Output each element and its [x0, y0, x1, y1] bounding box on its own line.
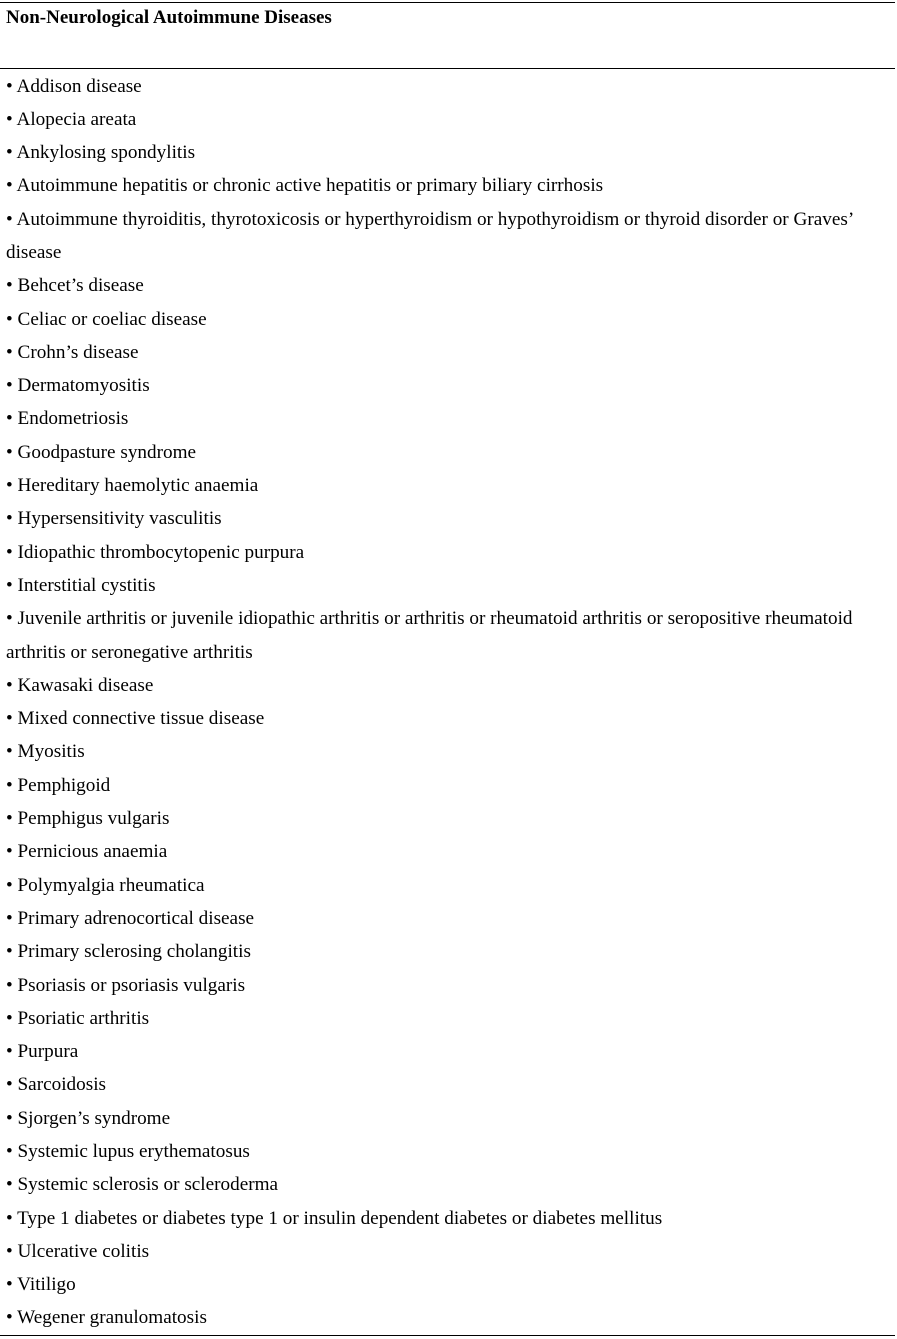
list-item [6, 735, 891, 768]
bullet-mark: • [6, 175, 13, 197]
list-item-text: Alopecia areata [16, 108, 137, 130]
bullet-mark: • [6, 441, 13, 463]
list-item-text: Type 1 diabetes or diabetes type 1 or insulin dependent diabetes or diabetes mellitus [17, 1207, 663, 1229]
list-item [6, 402, 891, 435]
list-item-text: Purpura [17, 1041, 79, 1063]
list-item-text: Sarcoidosis [17, 1074, 106, 1096]
list-item-text: Endometriosis [17, 408, 129, 430]
list-item-text: Celiac or coeliac disease [17, 308, 207, 330]
bullet-mark: • [6, 608, 13, 630]
list-item [6, 835, 891, 868]
list-item [6, 303, 891, 336]
list-item-text: Behcet’s disease [17, 275, 144, 297]
list-item [6, 969, 891, 1002]
list-item [6, 902, 891, 935]
list-item-text: Autoimmune thyroiditis, thyrotoxicosis or hyperthyroidism or hypothyroidism or thyroid disorder or Graves’ disease [6, 208, 853, 263]
list-item [6, 336, 891, 369]
list-item [6, 203, 891, 270]
bullet-mark: • [6, 941, 13, 963]
list-item-text: Psoriatic arthritis [17, 1007, 150, 1029]
list-item [6, 1168, 891, 1201]
bullet-mark: • [6, 1007, 13, 1029]
list-item-text: Juvenile arthritis or juvenile idiopathic arthritis or arthritis or rheumatoid arthritis or seropositive rheumatoid arthritis or seronegative arthritis [6, 608, 853, 663]
list-item-text: Pernicious anaemia [17, 841, 168, 863]
list-item [6, 769, 891, 802]
list-item [6, 1002, 891, 1035]
bullet-mark: • [6, 508, 13, 530]
list-item-text: Dermatomyositis [17, 375, 150, 397]
bullet-mark: • [6, 574, 13, 596]
bullet-mark: • [6, 1207, 13, 1229]
list-item-text: Autoimmune hepatitis or chronic active hepatitis or primary biliary cirrhosis [16, 175, 604, 197]
bullet-mark: • [6, 774, 13, 796]
bullet-mark: • [6, 1074, 13, 1096]
list-item-text: Psoriasis or psoriasis vulgaris [17, 974, 246, 996]
list-item [6, 136, 891, 169]
list-item-text: Ulcerative colitis [17, 1240, 150, 1262]
bullet-mark: • [6, 142, 13, 164]
bullet-mark: • [6, 541, 13, 563]
list-item [6, 369, 891, 402]
disease-list [6, 70, 891, 1335]
bullet-mark: • [6, 208, 13, 230]
list-item [6, 469, 891, 502]
bullet-mark: • [6, 874, 13, 896]
list-item-text: Goodpasture syndrome [17, 441, 197, 463]
bullet-mark: • [6, 275, 13, 297]
list-item-text: Ankylosing spondylitis [16, 142, 196, 164]
list-item [6, 935, 891, 968]
bullet-mark: • [6, 75, 13, 97]
list-item-text: Mixed connective tissue disease [17, 708, 265, 730]
bullet-mark: • [6, 974, 13, 996]
bullet-mark: • [6, 741, 13, 763]
list-item [6, 1035, 891, 1068]
top-rule [0, 2, 895, 3]
list-item [6, 1202, 891, 1235]
list-item-text: Primary sclerosing cholangitis [17, 941, 251, 963]
bullet-mark: • [6, 1307, 13, 1329]
list-item-text: Polymyalgia rheumatica [17, 874, 205, 896]
list-item-text: Systemic sclerosis or scleroderma [17, 1174, 279, 1196]
list-item-text: Interstitial cystitis [17, 574, 156, 596]
list-item [6, 1068, 891, 1101]
bullet-mark: • [6, 1041, 13, 1063]
table-header: Non-Neurological Autoimmune Diseases [6, 7, 332, 28]
list-item [6, 70, 891, 103]
list-item [6, 103, 891, 136]
bullet-mark: • [6, 907, 13, 929]
list-item-text: Crohn’s disease [17, 341, 139, 363]
list-item [6, 1235, 891, 1268]
list-item [6, 436, 891, 469]
bullet-mark: • [6, 1141, 13, 1162]
bullet-mark: • [6, 1240, 13, 1262]
list-item [6, 536, 891, 569]
list-item [6, 502, 891, 535]
list-item-text: Vitiligo [17, 1274, 76, 1296]
list-item [6, 669, 891, 702]
list-item-text: Pemphigoid [17, 774, 111, 796]
bullet-mark: • [6, 408, 13, 430]
list-item-text: Idiopathic thrombocytopenic purpura [17, 541, 305, 563]
list-item-text: Myositis [17, 741, 85, 763]
list-item [6, 802, 891, 835]
list-item-text: Addison disease [16, 75, 142, 97]
list-item [6, 169, 891, 202]
bottom-rule [0, 1335, 895, 1336]
list-item [6, 869, 891, 902]
bullet-mark: • [6, 674, 13, 696]
list-item-text: Kawasaki disease [17, 674, 154, 696]
list-item [6, 1301, 891, 1334]
list-item-text: Sjorgen’s syndrome [17, 1107, 171, 1129]
bullet-mark: • [6, 841, 13, 863]
list-item [6, 1268, 891, 1301]
list-item-text: Hypersensitivity vasculitis [17, 508, 222, 530]
list-item-text: Primary adrenocortical disease [17, 907, 255, 929]
list-item-text: Wegener granulomatosis [17, 1307, 207, 1329]
list-item [6, 569, 891, 602]
bullet-mark: • [6, 308, 13, 330]
bullet-mark: • [6, 1107, 13, 1129]
bullet-mark: • [6, 808, 13, 830]
list-item [6, 269, 891, 302]
list-item [6, 602, 891, 669]
list-item [6, 702, 891, 735]
list-item-text: Systemic lupus erythematosus [17, 1141, 250, 1162]
list-item [6, 1102, 891, 1135]
list-item [6, 1135, 891, 1168]
bullet-mark: • [6, 341, 13, 363]
bullet-mark: • [6, 708, 13, 730]
bullet-mark: • [6, 108, 13, 130]
list-item-text: Pemphigus vulgaris [17, 808, 170, 830]
bullet-mark: • [6, 475, 13, 497]
bullet-mark: • [6, 375, 13, 397]
bullet-mark: • [6, 1274, 13, 1296]
bullet-mark: • [6, 1174, 13, 1196]
list-item-text: Hereditary haemolytic anaemia [17, 475, 259, 497]
